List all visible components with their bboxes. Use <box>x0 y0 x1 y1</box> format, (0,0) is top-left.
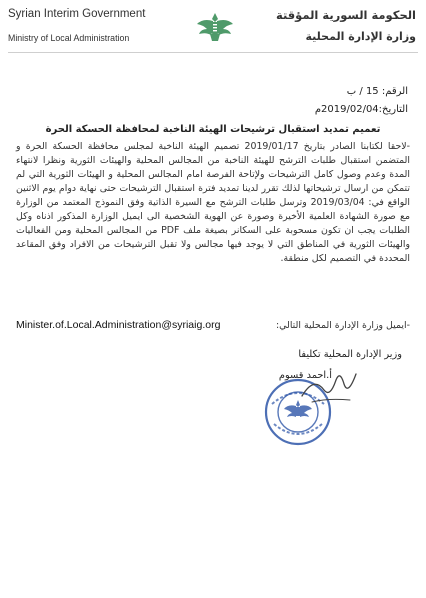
document-date: التاريخ:2019/02/04م <box>314 104 408 115</box>
header-divider <box>8 52 418 53</box>
signatory-title: وزير الإدارة المحلية تكليفا <box>298 349 402 360</box>
header-ar-ministry: وزارة الإدارة المحلية <box>305 30 416 43</box>
eagle-emblem-icon <box>195 10 235 44</box>
header-en-ministry: Ministry of Local Administration <box>8 33 130 43</box>
email-line <box>16 320 410 334</box>
header-ar-title: الحكومة السورية المؤقتة <box>275 8 416 22</box>
handwritten-signature-icon <box>294 362 364 410</box>
signatory-name: أ.احمد قسوم <box>278 370 332 381</box>
ministry-email-address: Minister.of.Local.Administration@syriaig.org <box>16 319 221 331</box>
circular-body: -لاحقا لكتابنا الصادر بتاريخ 2019/01/17 تصميم الهيئة الناخبة لمجلس محافظة الحسكة الحرة و المتضمن استقبال طلبات الترشح للهيئة الناخبة من المجالس المحلية والهيئات الثورية ونظرا لانتهاء المدة وعدم وصول كامل الترشيحات ولإتاحة الفرصة امام المجالس المحلية و الهيئات الثورية التي لم تتمكن من ارسال ترشيحاتها لذلك تقرر لدينا تمديد فترة استقبال الترشيحات حتى نهاية دوام يوم الاثنين الواقع في: 2019/03/04 وترسل طلبات الترشح مع السيرة الذاتية وفق النموذج المعتمد من الوزارة مع صورة الشهادة العلمية الأخيرة وصورة عن الهوية الشخصية الى ايميل الوزارة المذكور اذناه وكل الطلبات يجب ان تكون مسحوبة على السكانر بصيغة ملف PDF من المجالس المحلية ومن الفعاليات والهيئات الثورية في المناطق التي لا يوجد فيها مجالس ولا تقبل الترشيحات من الافراد وفق المقاعد المحددة في التصميم لكل منطقة. <box>16 141 411 264</box>
reference-number: الرقم: 15 / ب <box>346 86 408 97</box>
email-label: -ايميل وزارة الإدارة المحلية التالي: <box>275 320 410 331</box>
header-en-title: Syrian Interim Government <box>8 8 146 20</box>
circular-heading: تعميم تمديد استقبال ترشيحات الهيئة الناخبة لمحافظة الحسكة الحرة <box>45 124 381 135</box>
